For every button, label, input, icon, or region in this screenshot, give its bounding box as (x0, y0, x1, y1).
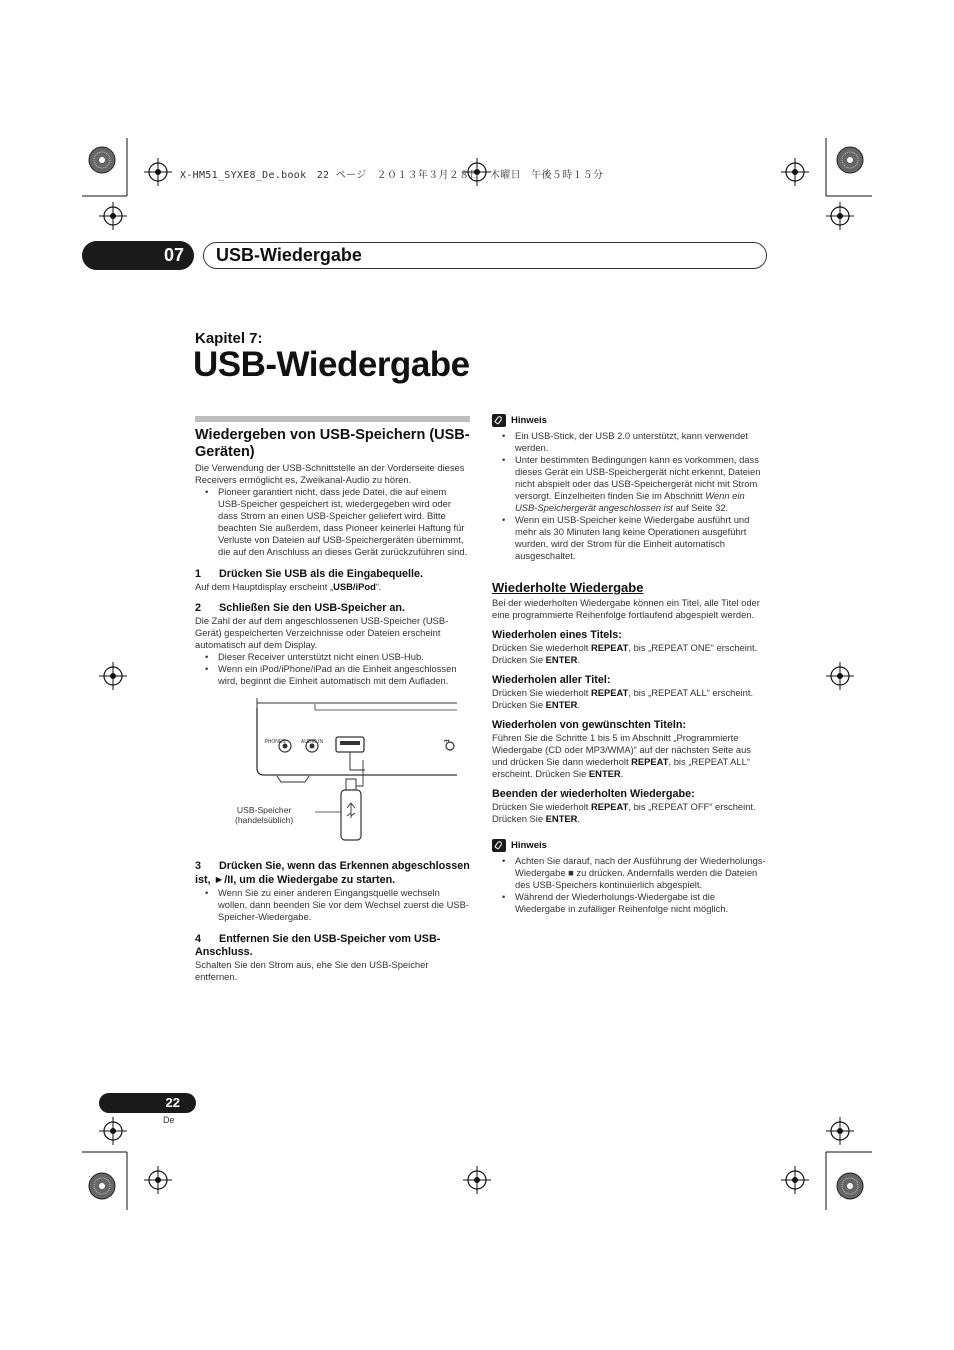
list-item: • Pioneer garantiert nicht, dass jede Datei, die auf einem USB-Speicher gespeichert ist, wiedergegeben wird oder dass Strom an einen USB-Speicher geliefert wird. Bitte beachten Sie außerdem, dass Pioneer keinerlei Haftung für Verluste von Dateien auf USB-Speichergeräten übernimmt, die auf den Anschluss an dieses Gerät zurückzuführen sind. (195, 486, 470, 558)
step-1-title: 1 Drücken Sie USB als die Eingabequelle. (195, 568, 424, 580)
page-language: De (163, 1115, 175, 1125)
note-icon (492, 839, 506, 852)
usb-stick-callout: USB-Speicher (handelsüblich) (235, 805, 294, 825)
page-number: 22 (99, 1093, 196, 1113)
list-item: • Während der Wiederholungs-Wiedergabe ist die Wiedergabe in zufälliger Reihenfolge nicht möglich. (492, 891, 767, 915)
list-item: • Achten Sie darauf, nach der Ausführung der Wiederholungs-Wiedergabe ■ zu drücken. Andernfalls werden die Dateien des USB-Speichers kontinuierlich abgespielt. (492, 855, 767, 891)
chapter-kicker: Kapitel 7: (195, 330, 263, 347)
repeat-selected-title: Wiederholen von gewünschten Titeln: (492, 719, 687, 731)
front-panel-illustration (195, 698, 470, 848)
repeat-one-title: Wiederholen eines Titels: (492, 629, 622, 641)
repeat-selected-text: Führen Sie die Schritte 1 bis 5 im Abschnitt „Programmierte Wiedergabe (CD oder MP3/WMA)“ auf der nächsten Seite aus und drücken Sie dann wiederholt REPEAT, bis „REPEAT ALL“ erscheint. Drücken Sie ENTER. (492, 732, 751, 779)
step-2-text: Die Zahl der auf dem angeschlossenen USB-Speicher (USB-Gerät) gespeicherten Verzeichnisse oder Dateien erscheint automatisch auf dem Display. (195, 615, 449, 650)
step-4-title: 4 Entfernen Sie den USB-Speicher vom USB-Anschluss. (195, 933, 441, 958)
section-title: Wiedergeben von USB-Speichern (USB-Geräten) (195, 427, 470, 460)
repeat-one-text: Drücken Sie wiederholt REPEAT, bis „REPEAT ONE“ erscheint. Drücken Sie ENTER. (492, 642, 758, 665)
note-heading: Hinweis (492, 839, 767, 852)
list-item: • Wenn Sie zu einer anderen Eingangsquelle wechseln wollen, dann beenden Sie vor dem Wechsel zuerst die USB-Speicher-Wiedergabe. (195, 887, 470, 923)
step-1-text: Auf dem Hauptdisplay erscheint „USB/iPod“. (195, 581, 382, 592)
note-bullets (492, 855, 767, 915)
list-item: • Wenn ein iPod/iPhone/iPad an die Einheit angeschlossen wird, beginnt die Einheit automatisch mit dem Aufladen. (195, 663, 470, 687)
list-item: • Ein USB-Stick, der USB 2.0 unterstützt, kann verwendet werden. (492, 430, 767, 454)
prev-track-label: ⏮ (444, 739, 450, 745)
right-column (492, 414, 767, 915)
repeat-all-text: Drücken Sie wiederholt REPEAT, bis „REPEAT ALL“ erscheint. Drücken Sie ENTER. (492, 687, 754, 710)
step-2-title: 2 Schließen Sie den USB-Speicher an. (195, 602, 405, 614)
chapter-title: USB-Wiedergabe (193, 345, 470, 384)
print-slug: X-HM51_SYXE8_De.book 22 ページ ２０１３年３月２８日 木曜日 午後５時１５分 (180, 170, 604, 181)
section-rule (195, 416, 470, 422)
repeat-end-title: Beenden der wiederholten Wiedergabe: (492, 788, 695, 800)
list-item: • Unter bestimmten Bedingungen kann es vorkommen, dass dieses Gerät ein USB-Speichergerät nicht erkennt, Dateien nicht abspielt oder das USB-Speichergerät nicht mit Strom versorgt. Einzelheiten finden Sie im Abschnitt Wenn ein USB-Speichergerät angeschlossen ist auf Seite 32. (492, 454, 767, 514)
phones-jack-label: PHONES (264, 739, 286, 745)
note-icon (492, 414, 506, 427)
left-column (195, 416, 470, 983)
note-bullets (492, 430, 767, 562)
step-3-bullets (195, 887, 470, 923)
repeat-intro: Bei der wiederholten Wiedergabe können ein Titel, alle Titel oder eine programmierte Reihenfolge fortlaufend abgespielt werden. (492, 597, 760, 620)
step-2-bullets (195, 651, 470, 687)
list-item: • Dieser Receiver unterstützt nicht einen USB-Hub. (195, 651, 470, 663)
usb-connection-figure (195, 698, 470, 848)
repeat-section-title: Wiederholte Wiedergabe (492, 580, 644, 595)
repeat-end-text: Drücken Sie wiederholt REPEAT, bis „REPEAT OFF“ erscheint. Drücken Sie ENTER. (492, 801, 756, 824)
note-heading: Hinweis (492, 414, 767, 427)
intro-bullets (195, 486, 470, 558)
section-intro: Die Verwendung der USB-Schnittstelle an der Vorderseite dieses Receivers ermöglicht es, Zweikanal-Audio zu hören. (195, 462, 465, 485)
running-header-title: USB-Wiedergabe (216, 245, 362, 265)
audio-in-jack-label: AUDIO IN (300, 739, 324, 745)
list-item: • Wenn ein USB-Speicher keine Wiedergabe ausführt und mehr als 30 Minuten lang keine Operationen ausgeführt wurden, wird der Strom für die Einheit automatisch ausgeschaltet. (492, 514, 767, 562)
repeat-all-title: Wiederholen aller Titel: (492, 674, 611, 686)
step-4-text: Schalten Sie den Strom aus, ehe Sie den USB-Speicher entfernen. (195, 959, 429, 982)
step-3-title: 3 Drücken Sie, wenn das Erkennen abgeschlossen ist, ►/II, um die Wiedergabe zu starten. (195, 860, 470, 886)
chapter-number-badge: 07 (82, 241, 194, 270)
